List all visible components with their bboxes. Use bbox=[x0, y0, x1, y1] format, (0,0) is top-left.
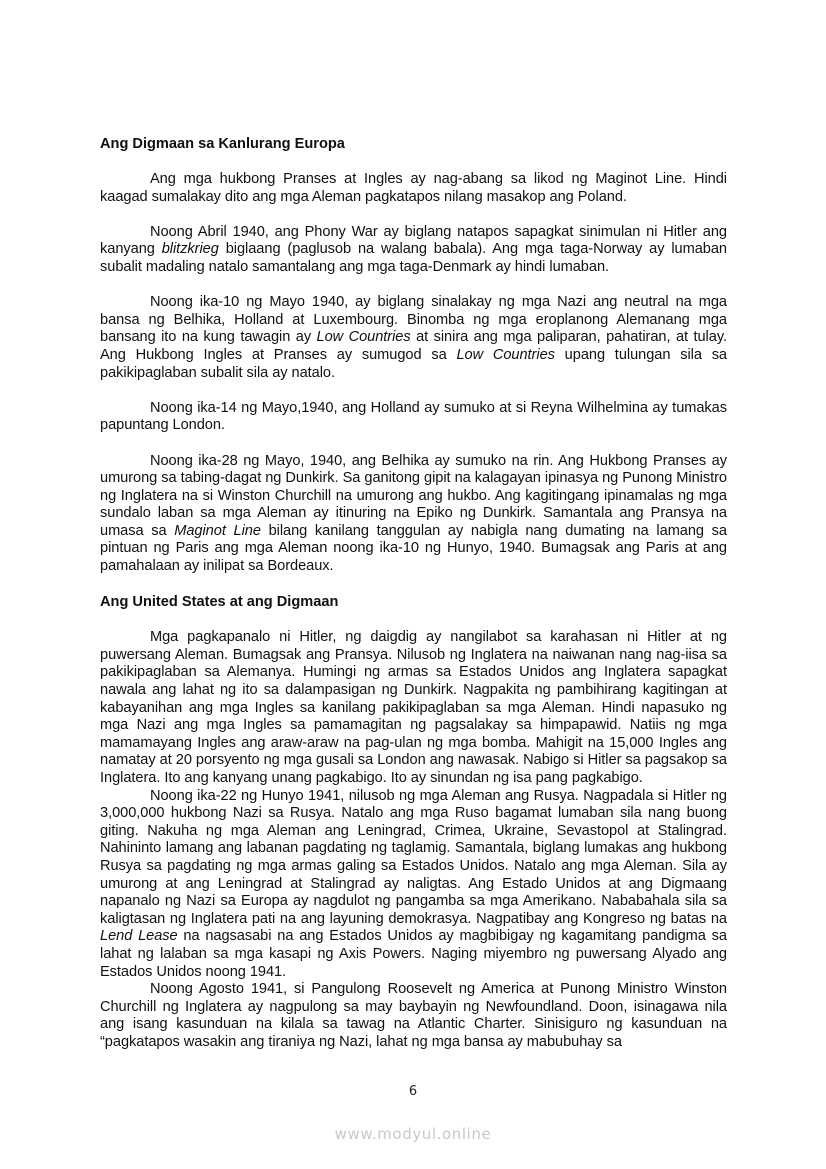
paragraph: Ang mga hukbong Pranses at Ingles ay nag-abang sa likod ng Maginot Line. Hindi kaagad sumalakay dito ang mga Aleman pagkatapos nilang masakop ang Poland. bbox=[100, 171, 727, 205]
section-heading-western-europe: Ang Digmaan sa Kanlurang Europa bbox=[100, 136, 345, 152]
paragraph: Noong ika-28 ng Mayo, 1940, ang Belhika ay sumuko na rin. Ang Hukbong Pranses ay umurong sa tabing-dagat ng Dunkirk. Sa ganitong gipit na kalagayan ipinasya ng Punong Ministro ng Inglatera na si Winston Churchill na umurong ang hukbo. Ang kagitingang ipinamalas ng mga sundalo laban sa mga Aleman ay itinuring na Epiko ng Dunkirk. Samantala ang Pransya na umasa sa Maginot Line bilang kanilang tanggulan ay nabigla nang dumating na lamang sa pintuan ng Paris ang mga Aleman noong ika-10 ng Hunyo, 1940. Bumagsak ang Paris at ang pamahalaan ay inilipat sa Bordeaux. bbox=[100, 452, 727, 575]
document-body bbox=[100, 135, 727, 1052]
section-heading-united-states: Ang United States at ang Digmaan bbox=[100, 594, 339, 611]
paragraph: Noong Abril 1940, ang Phony War ay biglang natapos sapagkat sinimulan ni Hitler ang kanyang blitzkrieg biglaang (paglusob na walang babala). Ang mga taga-Norway ay lumaban subalit madaling natalo samantalang ang mga taga-Denmark ay hindi lumaban. bbox=[100, 223, 727, 275]
paragraph: Noong Agosto 1941, si Pangulong Roosevelt ng America at Punong Ministro Winston Churchill ng Inglatera ay nagpulong sa may baybayin ng Newfoundland. Doon, isinagawa nila ang isang kasunduan na kilala sa tawag na Atlantic Charter. Sinisiguro ng kasunduan na “pagkatapos wasakin ang tiraniya ng Nazi, lahat ng mga bansa ay mabubuhay sa bbox=[100, 981, 727, 1050]
paragraph: Noong ika-10 ng Mayo 1940, ay biglang sinalakay ng mga Nazi ang neutral na mga bansa ng Belhika, Holland at Luxembourg. Binomba ng mga eroplanong Alemanang mga bansang ito na kung tawagin ay Low Countries at sinira ang mga paliparan, pahatiran, at tulay. Ang Hukbong Ingles at Pranses ay sumugod sa Low Countries upang tulungan sila sa pakikipaglaban subalit sila ay natalo. bbox=[100, 294, 728, 381]
watermark: www.modyul.online bbox=[334, 1125, 492, 1143]
paragraph: Mga pagkapanalo ni Hitler, ng daigdig ay nangilabot sa karahasan ni Hitler at ng puwersang Aleman. Bumagsak ang Pransya. Nilusob ng Inglatera na naiwanan nang nag-iisa sa pakikipaglaban sa Alemanya. Humingi ng armas sa Estados Unidos ang Inglatera sapagkat nawala ang lahat ng ito sa dalampasigan ng Dunkirk. Nagpakita ng pambihirang kagitingan at kabayanihan ang mga Ingles sa kanilang pakikipaglaban sa mga Aleman. Hindi napasuko ng mga Nazi ang mga Ingles sa pamamagitan ng pagsalakay sa himpapawid. Natiis ng mga mamamayang Ingles ang araw-araw na pag-ulan ng mga bomba. Mahigit na 15,000 Ingles ang namatay at 20 porsyento ng mga gusali sa London ang nawasak. Nabigo si Hitler sa pagsakop sa Inglatera. Ito ang kanyang unang pagkabigo. Ito ay sinundan ng isa pang pagkabigo. bbox=[100, 629, 727, 786]
page-number: 6 bbox=[408, 1084, 418, 1099]
paragraph: Noong ika-22 ng Hunyo 1941, nilusob ng mga Aleman ang Rusya. Nagpadala si Hitler ng 3,000,000 hukbong Nazi sa Rusya. Natalo ang mga Ruso bagamat lumaban sila nang buong giting. Nakuha ng mga Aleman ang Leningrad, Crimea, Ukraine, Sevastopol at Stalingrad. Nahininto lamang ang labanan pagdating ng taglamig. Samantala, biglang lumakas ang hukbong Rusya sa pagdating ng mga armas galing sa Estados Unidos. Natalo ang mga Aleman. Sila ay umurong at ang Leningrad at Stalingrad ay naligtas. Ang Estado Unidos at ang Digmaang napanalo ng Nazi sa Europa ay nagdulot ng pangamba sa mga Amerikano. Nababahala sila sa kaligtasan ng Inglatera pati na ang layuning demokrasya. Nagpatibay ang Kongreso ng batas na Lend Lease na nagsasabi na ang Estados Unidos ay magbibigay ng kagamitang pandigma sa lahat ng lalaban sa mga kasapi ng Axis Powers. Naging miyembro ng puwersang Alyado ang Estados Unidos noong 1941. bbox=[100, 787, 727, 980]
paragraph: Noong ika-14 ng Mayo,1940, ang Holland ay sumuko at si Reyna Wilhelmina ay tumakas papuntang London. bbox=[100, 399, 727, 434]
